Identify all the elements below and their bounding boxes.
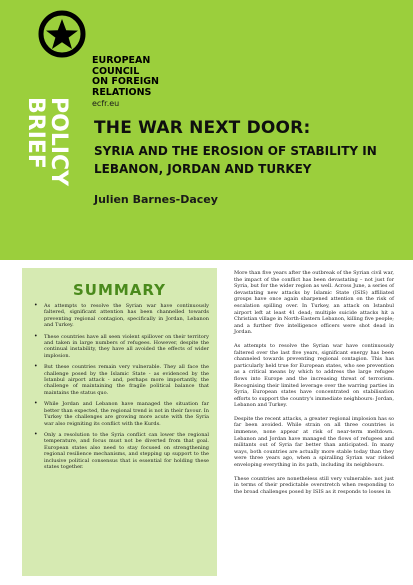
summary-point: • As attempts to resolve the Syrian war have continuously faltered, significant attention has been channelled towards preventing regional contagion, specifically in Jordan, Lebanon and Turkey. (36, 303, 209, 329)
summary-list (22, 303, 217, 470)
summary-point: • Only a resolution to the Syria conflict can lower the regional temperature, and focus must not be diverted from that goal. European states also need to stay focused on strengthening regional resilience mechanisms, and stepping up support to the inclusive political consensus that is essential for holding these states together. (36, 432, 209, 470)
org-line: ON FOREIGN (92, 76, 159, 87)
summary-box (22, 268, 217, 576)
org-line: EUROPEAN (92, 55, 151, 66)
page-title: THE WAR NEXT DOOR: (94, 118, 311, 138)
body-paragraph: As attempts to resolve the Syrian war have continuously faltered over the last five years, significant energy has been channeled towards preventing regional contagion. This has particularly held true for European states, who see prevention as a critical means by which to address the large refugee flows into Europe and the increasing threat of terrorism. Recognising their limited leverage over the warring parties in Syria, European states have concentrated on stabilisation efforts to support the country's immediate neighbours: Jordan, Lebanon and Turkey. (234, 342, 394, 409)
org-name (92, 56, 159, 98)
org-website: ecfr.eu (92, 99, 120, 108)
summary-point: • These countries have all seen violent spillover on their territory and taken in large numbers of refugees. However, despite the continual instability, they have all avoided the effects of wider implosion. (36, 334, 209, 360)
ecfr-logo-icon (38, 10, 86, 58)
page-subtitle: SYRIA AND THE EROSION OF STABILITY IN LEBANON, JORDAN AND TURKEY (94, 144, 377, 176)
body-paragraph: These countries are nonetheless still very vulnerable: not just in terms of their predictable overstretch when responding to the broad challenges posed by ISIS as it responds to losses in (234, 475, 394, 495)
org-line: RELATIONS (92, 86, 152, 98)
summary-point: • But these countries remain very vulnerable. They all face the challenge posed by the Islamic State - as evidenced by the Istanbul airport attack - and, perhaps more importantly, the challenge of maintaining the fragile political balance that maintains the status quo. (36, 364, 209, 396)
policy-brief-tag (22, 91, 72, 187)
tag-line-policy: POLICY (46, 97, 71, 187)
body-paragraph: Despite the recent attacks, a greater regional implosion has so far been avoided. While strain on all three countries is immense, none appear at risk of near-term meltdown. Lebanon and Jordan have managed the flows of refugees and militants out of Syria far better than anticipated. In many ways, both countries are actually more stable today than they were three years ago, when a spiralling Syrian war risked enveloping everything in its path, including its neighbours. (234, 415, 394, 469)
author-name: Julien Barnes-Dacey (94, 193, 218, 206)
org-line: COUNCIL (92, 65, 140, 77)
body-text-column (234, 270, 394, 502)
summary-point: • While Jordan and Lebanon have managed the situation far better than expected, the regional trend is not in their favour. In Turkey the challenges are growing more acute with the Syria war also reigniting its conflict with the Kurds. (36, 401, 209, 427)
tag-line-brief: BRIEF (23, 97, 48, 169)
body-paragraph: More than five years after the outbreak of the Syrian civil war, the impact of the conflict has been devastating – not just for Syria, but for the wider region as well. Across June, a series of devastating new attacks by Islamic State (ISIS) affiliated groups have once again sharpened attention on the risk of escalation spilling over. In Turkey, an attack on Istanbul airport left at least 41 dead; multiple suicide attacks hit a Christian village in North-Eastern Lebanon, killing five people; and a further five intelligence officers were shot dead in Jordan. (234, 270, 394, 336)
summary-heading: SUMMARY (72, 281, 167, 299)
